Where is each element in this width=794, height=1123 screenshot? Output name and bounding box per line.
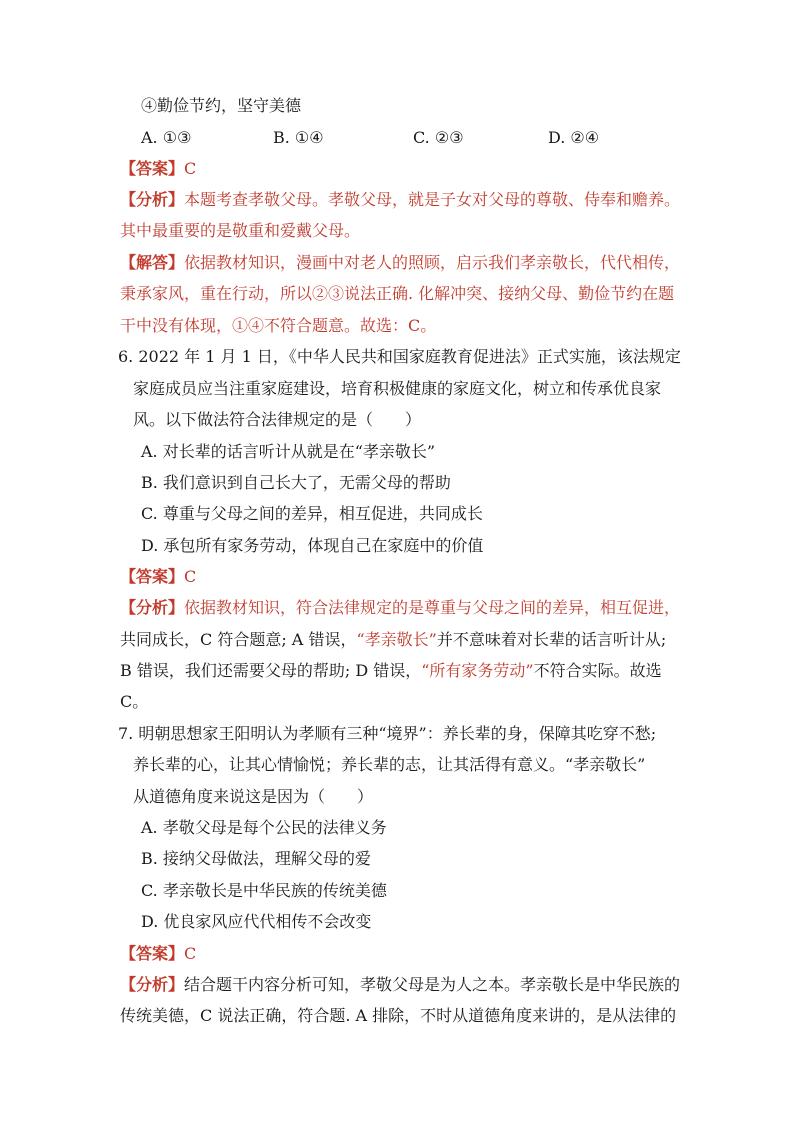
q7-analysis-line-1 — [120, 974, 680, 996]
q5-analysis-line-1 — [120, 189, 680, 211]
answer-value: C — [184, 159, 197, 178]
q6-analysis-line-2 — [120, 629, 666, 651]
analysis-text: 不符合实际。故选 — [533, 661, 662, 680]
analysis-text: B 错误，我们还需要父母的帮助; D 错误， — [120, 661, 422, 680]
analysis-text: 依据教材知识，符合法律规定的是尊重与父母之间的差异，相互促进， — [184, 598, 681, 617]
q6-analysis-line-4: C。 — [120, 692, 149, 711]
q5-solution-line-2: 秉承家风，重在行动，所以②③说法正确. 化解冲突、接纳父母、勤俭节约在题 — [120, 284, 675, 303]
q7-option-d: D. 优良家风应代代相传不会改变 — [141, 912, 372, 931]
q6-option-d: D. 承包所有家务劳动，体现自己在家庭中的价值 — [141, 536, 484, 555]
q7-answer — [120, 943, 196, 965]
q6-stem-line-2: 家庭成员应当注重家庭建设，培育积极健康的家庭文化，树立和传承优良家 — [133, 379, 662, 398]
q5-solution-line-3: 干中没有体现，①④不符合题意。故选：C。 — [120, 316, 437, 335]
q7-stem-line-3: 从道德角度来说这是因为（ ） — [133, 787, 374, 806]
solution-text: 依据教材知识，漫画中对老人的照顾，启示我们孝亲敬长，代代相传， — [184, 253, 681, 272]
q5-answer — [120, 158, 196, 180]
q7-stem-line-1: 7. 明朝思想家王阳明认为孝顺有三种“境界”：养长辈的身，保障其吃穿不愁; — [118, 724, 657, 743]
q6-stem-line-3: 风。以下做法符合法律规定的是（ ） — [133, 410, 422, 429]
q7-option-b: B. 接纳父母做法，理解父母的爱 — [141, 849, 371, 868]
q6-analysis-line-1 — [120, 597, 680, 619]
q7-stem-line-2: 养长辈的心，让其心情愉悦；养长辈的志，让其活得有意义。“孝亲敬长” — [133, 755, 646, 774]
q7-option-c: C. 孝亲敬长是中华民族的传统美德 — [141, 881, 387, 900]
q6-stem-line-1: 6. 2022 年 1 月 1 日，《中华人民共和国家庭教育促进法》正式实施，该法规定 — [118, 347, 681, 366]
analysis-tag: 【分析】 — [120, 975, 185, 994]
answer-value: C — [184, 567, 197, 586]
analysis-text: 并不意味着对长辈的话言听计从; — [436, 630, 667, 649]
q6-option-a: A. 对长辈的话言听计从就是在“孝亲敬长” — [141, 442, 436, 461]
q6-option-c: C. 尊重与父母之间的差异，相互促进，共同成长 — [141, 504, 483, 523]
q5-option-4: ④勤俭节约，坚守美德 — [141, 96, 302, 115]
q5-choice-d: D. ②④ — [548, 128, 600, 147]
q5-choice-a: A. ①③ — [141, 128, 192, 147]
q5-choice-c: C. ②③ — [413, 128, 464, 147]
solution-tag: 【解答】 — [120, 253, 185, 272]
analysis-text: 本题考查孝敬父母。孝敬父母，就是子女对父母的尊敬、侍奉和赡养。 — [184, 190, 681, 209]
answer-tag: 【答案】 — [120, 944, 185, 963]
quoted-phrase: “孝亲敬长” — [356, 630, 437, 649]
answer-tag: 【答案】 — [120, 567, 185, 586]
analysis-tag: 【分析】 — [120, 598, 185, 617]
q7-analysis-line-2: 传统美德，C 说法正确，符合题. A 排除，不时从道德角度来讲的，是从法律的 — [120, 1006, 677, 1025]
q7-option-a: A. 孝敬父母是每个公民的法律义务 — [141, 818, 387, 837]
q6-analysis-line-3 — [120, 660, 662, 682]
q5-analysis-line-2: 其中最重要的是敬重和爱戴父母。 — [120, 221, 361, 240]
quoted-phrase: “所有家务劳动” — [421, 661, 534, 680]
q6-option-b: B. 我们意识到自己长大了，无需父母的帮助 — [141, 473, 451, 492]
analysis-text: 结合题干内容分析可知，孝敬父母是为人之本。孝亲敬长是中华民族的 — [184, 975, 681, 994]
answer-tag: 【答案】 — [120, 159, 185, 178]
analysis-text: 共同成长，C 符合题意; A 错误， — [120, 630, 357, 649]
q5-solution-line-1 — [120, 252, 680, 274]
q5-choice-b: B. ①④ — [273, 128, 324, 147]
q6-answer — [120, 566, 196, 588]
analysis-tag: 【分析】 — [120, 190, 185, 209]
answer-value: C — [184, 944, 197, 963]
